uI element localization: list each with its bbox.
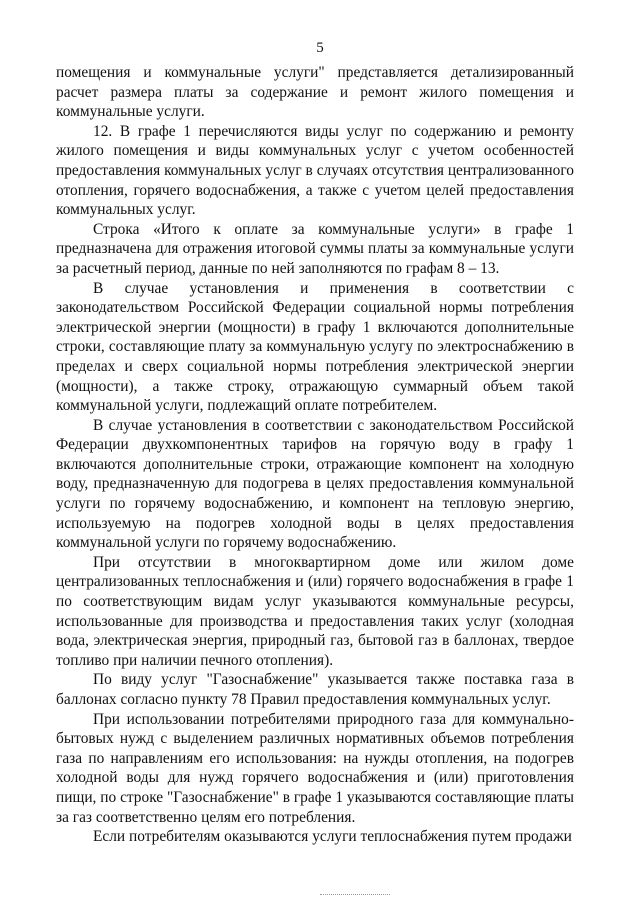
paragraph-gas-cylinders: По виду услуг "Газоснабжение" указывается также поставка газа в баллонах согласно пункту 78 Правил предоставления коммунальных услуг. [56, 671, 574, 708]
paragraph-total-row: Строка «Итого к оплате за коммунальные услуги» в графе 1 предназначена для отражения итоговой суммы платы за коммунальные услуги за расчетный период, данные по ней заполняются по графам 8 – 13. [56, 220, 574, 277]
page-number: 5 [316, 40, 324, 56]
paragraph-no-central-heating: При отсутствии в многоквартирном доме или жилом доме централизованных теплоснабжения и (или) горячего водоснабжения в графе 1 по соответствующим видам услуг указываются коммунальные ресурсы, использованные для производства и предоставления таких услуг (холодная вода, электрическая энергия, природный газ, бытовой газ в баллонах, твердое топливо при наличии печного отопления). [56, 553, 574, 669]
paragraph-natural-gas-usage: При использовании потребителями природного газа для коммунально-бытовых нужд с выделением различных нормативных объемов потребления газа по направлениям его использования: на нужды отопления, на подогрев холодной воды для нужд горячего водоснабжения и (или) приготовления пищи, по строке "Газоснабжение" в графе 1 указываются составляющие платы за газ соответственно целям его потребления. [56, 710, 574, 826]
paragraph-social-norm: В случае установления и применения в соответствии с законодательством Российской Федерации социальной нормы потребления электрической энергии (мощности) в графу 1 включаются дополнительные строки, составляющие плату за коммунальную услугу по электроснабжению в пределах и сверх социальной нормы потребления электрической энергии (мощности), а также строку, отражающую суммарный объем такой коммунальной услуги, подлежащий оплате потребителем. [56, 279, 574, 415]
page-bottom-mark [320, 894, 390, 895]
paragraph-two-component-tariff: В случае установления в соответствии с законодательством Российской Федерации двухкомпонентных тарифов на горячую воду в графу 1 включаются дополнительные строки, отражающие компонент на холодную воду, предназначенную для подогрева в целях предоставления коммунальной услуги по горячему водоснабжению, и компонент на тепловую энергию, используемую на подогрев холодной воды в целях предоставления коммунальной услуги по горячему водоснабжению. [56, 416, 574, 552]
paragraph-item-12: 12. В графе 1 перечисляются виды услуг по содержанию и ремонту жилого помещения и виды коммунальных услуг с учетом особенностей предоставления коммунальных услуг в случаях отсутствия централизованного отопления, горячего водоснабжения, а также с учетом целей предоставления коммунальных услуг. [56, 122, 574, 219]
paragraph-heat-supply: Если потребителям оказываются услуги теплоснабжения путем продажи [93, 828, 572, 846]
document-body [56, 63, 574, 847]
paragraph-continuation: помещения и коммунальные услуги" представляется детализированный расчет размера платы за содержание и ремонт жилого помещения и коммунальные услуги. [56, 64, 574, 121]
